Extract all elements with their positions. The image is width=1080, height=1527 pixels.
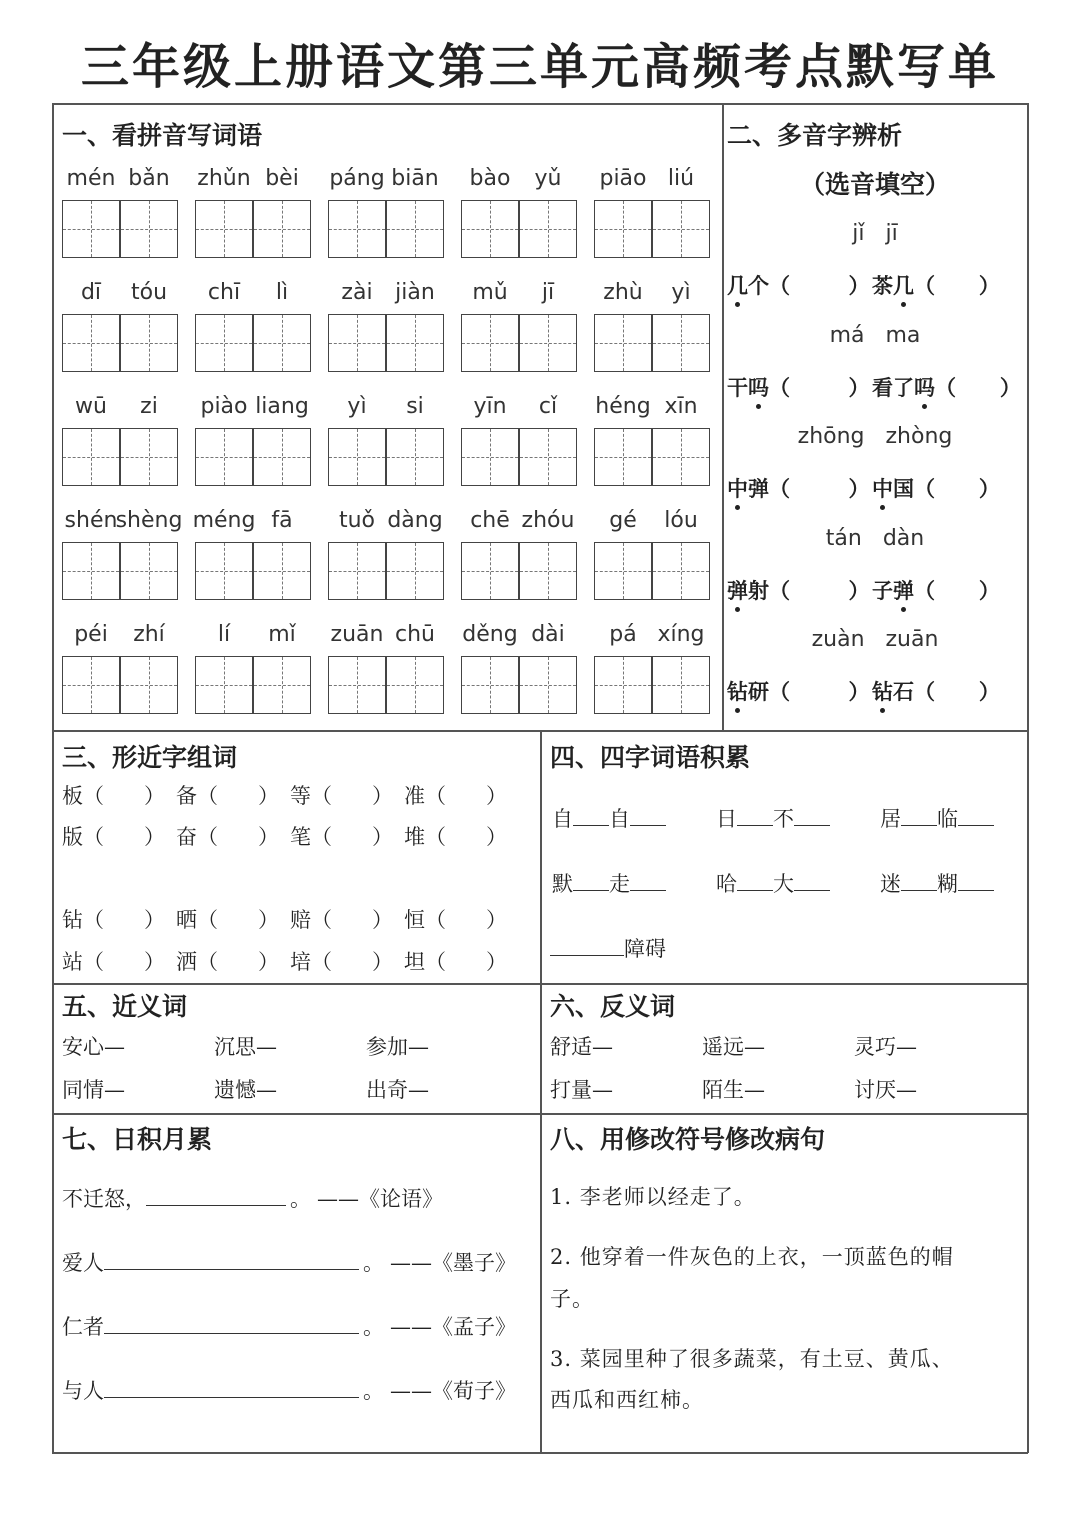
pinyin-syllable: dài	[531, 622, 565, 647]
emphasis-dot	[901, 607, 906, 612]
section-3-heading: 三、形近字组词	[62, 743, 238, 772]
pinyin-syllable: tóu	[130, 280, 168, 305]
answer-blank[interactable]: （ ）	[311, 825, 394, 849]
writing-cell[interactable]	[594, 200, 652, 258]
idiom-item[interactable]	[716, 803, 830, 833]
pinyin-syllable: bèi	[265, 166, 299, 191]
section-4-heading: 四、四字词语积累	[550, 743, 751, 772]
writing-cell[interactable]	[519, 314, 577, 372]
writing-cell[interactable]	[253, 428, 311, 486]
pinyin-syllable: si	[406, 394, 424, 419]
word-group-item[interactable]	[404, 780, 507, 810]
writing-cell[interactable]	[461, 542, 519, 600]
pinyin-syllable: zhóu	[521, 508, 575, 533]
answer-blank[interactable]: （ ）	[914, 577, 1000, 603]
answer-blank[interactable]	[630, 872, 666, 891]
writing-cell[interactable]	[594, 656, 652, 714]
pinyin-options: má ma	[829, 322, 921, 348]
pinyin-syllable: dàng	[387, 508, 443, 533]
answer-blank[interactable]: （ ）	[914, 476, 1000, 501]
emphasis-dot	[735, 302, 740, 307]
answer-blank[interactable]	[958, 807, 994, 826]
writing-cell[interactable]	[328, 656, 386, 714]
writing-cell[interactable]	[461, 428, 519, 486]
polyphone-word: 干吗	[727, 374, 769, 400]
answer-blank[interactable]	[794, 807, 830, 826]
divider	[52, 103, 54, 1453]
char: 等	[290, 784, 311, 808]
char: 站	[62, 950, 83, 974]
answer-blank[interactable]: （ ）	[769, 577, 870, 603]
char: 大	[773, 872, 794, 896]
answer-blank[interactable]: （ ）	[83, 825, 166, 849]
polyphone-word: 看了吗	[872, 374, 935, 400]
pinyin-syllable: fā	[271, 508, 293, 533]
word-group-item[interactable]	[62, 904, 165, 934]
word-pair-item[interactable]: 遥远—	[702, 1035, 765, 1059]
pinyin-syllable: zhí	[133, 622, 165, 647]
polyphone-word: 中弹	[727, 476, 769, 501]
writing-cell[interactable]	[253, 200, 311, 258]
writing-cell[interactable]	[62, 656, 120, 714]
quote-prefix: 与人	[62, 1379, 104, 1403]
pinyin-syllable: zuān	[330, 622, 384, 647]
writing-cell[interactable]	[62, 542, 120, 600]
writing-cell[interactable]	[120, 200, 178, 258]
emphasis-dot	[735, 505, 740, 510]
char: 培	[290, 950, 311, 974]
idiom-item[interactable]	[880, 868, 994, 898]
emphasis-dot	[922, 404, 927, 409]
section-2-heading: 二、多音字辨析	[727, 121, 903, 150]
idiom-item[interactable]	[552, 803, 666, 833]
divider	[52, 103, 1028, 105]
polyphone-word: 茶几	[872, 273, 914, 298]
word-group-item[interactable]	[290, 821, 393, 851]
polyphone-item	[727, 270, 870, 300]
char: 默	[552, 872, 573, 896]
writing-cell[interactable]	[461, 314, 519, 372]
answer-blank[interactable]: （ ）	[425, 825, 508, 849]
pinyin-syllable: jiàn	[395, 280, 435, 305]
char: 版	[62, 825, 83, 849]
polyphone-word-wrap	[872, 270, 914, 300]
writing-cell[interactable]	[120, 314, 178, 372]
answer-blank[interactable]: （ ）	[83, 908, 166, 932]
answer-blank[interactable]	[573, 872, 609, 891]
quote-line	[62, 1183, 443, 1213]
polyphone-item	[872, 270, 1000, 300]
section-8-heading: 八、用修改符号修改病句	[550, 1125, 826, 1154]
word-group-item[interactable]	[176, 821, 279, 851]
writing-cell[interactable]	[594, 428, 652, 486]
answer-blank[interactable]	[550, 937, 624, 956]
char: 钻	[62, 908, 83, 932]
writing-cell[interactable]	[328, 314, 386, 372]
pinyin-syllable: zhù	[603, 280, 643, 305]
emphasis-dot	[735, 607, 740, 612]
char: 走	[609, 872, 630, 896]
period: 。	[363, 1251, 384, 1275]
answer-blank[interactable]: （ ）	[197, 825, 280, 849]
char: 糊	[937, 872, 958, 896]
writing-cell[interactable]	[652, 656, 710, 714]
writing-cell[interactable]	[195, 656, 253, 714]
emphasis-dot	[880, 708, 885, 713]
answer-blank[interactable]: （ ）	[197, 950, 280, 974]
writing-cell[interactable]	[461, 656, 519, 714]
writing-cell[interactable]	[120, 542, 178, 600]
word-group-item[interactable]	[290, 904, 393, 934]
polyphone-word: 中国	[872, 476, 914, 501]
char: 晒	[176, 908, 197, 932]
writing-cell[interactable]	[195, 428, 253, 486]
pinyin-syllable: mǐ	[268, 622, 296, 647]
writing-cell[interactable]	[519, 542, 577, 600]
pinyin-syllable: wū	[75, 394, 107, 419]
writing-cell[interactable]	[386, 428, 444, 486]
pinyin-syllable: cǐ	[538, 394, 558, 419]
answer-blank[interactable]	[737, 872, 773, 891]
word-pair-item[interactable]: 同情—	[62, 1078, 125, 1102]
divider	[52, 1113, 1028, 1115]
answer-blank[interactable]	[104, 1315, 359, 1334]
polyphone-item	[727, 575, 870, 605]
pinyin-options: tán dàn	[825, 525, 925, 551]
word-pair-item[interactable]: 灵巧—	[854, 1035, 917, 1059]
answer-blank[interactable]	[901, 807, 937, 826]
word-group-item[interactable]	[176, 904, 279, 934]
idiom-item[interactable]	[880, 803, 994, 833]
pinyin-syllable: yì	[347, 394, 367, 419]
char: 居	[880, 807, 901, 831]
pinyin-syllable: péi	[74, 622, 108, 647]
writing-cell[interactable]	[328, 200, 386, 258]
polyphone-word-wrap	[727, 676, 769, 706]
pinyin-syllable: pá	[609, 622, 637, 647]
writing-cell[interactable]	[461, 200, 519, 258]
writing-cell[interactable]	[594, 314, 652, 372]
word-pair-item[interactable]: 沉思—	[214, 1035, 277, 1059]
polyphone-word: 钻研	[727, 679, 769, 704]
polyphone-word: 子弹	[872, 577, 914, 603]
writing-cell[interactable]	[253, 314, 311, 372]
pinyin-syllable: piào	[200, 394, 248, 419]
sentence-line: 2. 他穿着一件灰色的上衣，一顶蓝色的帽	[550, 1245, 954, 1269]
writing-cell[interactable]	[120, 428, 178, 486]
answer-blank[interactable]: （ ）	[914, 679, 1000, 704]
char: 迷	[880, 872, 901, 896]
answer-blank[interactable]: （ ）	[197, 908, 280, 932]
divider	[52, 983, 1028, 985]
word-group-item[interactable]	[404, 904, 507, 934]
section-5-heading: 五、近义词	[62, 992, 188, 1021]
answer-blank[interactable]	[573, 807, 609, 826]
pinyin-syllable: zi	[140, 394, 158, 419]
writing-cell[interactable]	[62, 200, 120, 258]
answer-blank[interactable]	[901, 872, 937, 891]
word-group-item[interactable]	[404, 821, 507, 851]
answer-blank[interactable]: （ ）	[769, 273, 870, 298]
pinyin-syllable: shèng	[115, 508, 183, 533]
polyphone-item	[872, 575, 1000, 605]
writing-cell[interactable]	[253, 542, 311, 600]
answer-blank[interactable]: （ ）	[769, 476, 870, 501]
quote-line	[62, 1311, 516, 1341]
char: 哈	[716, 872, 737, 896]
pinyin-syllable: bào	[469, 166, 511, 191]
pinyin-syllable: gé	[609, 508, 637, 533]
period: 。	[363, 1379, 384, 1403]
pinyin-syllable: jī	[541, 280, 555, 305]
polyphone-word-wrap	[727, 575, 769, 605]
answer-blank[interactable]: （ ）	[197, 784, 280, 808]
pinyin-syllable: xīn	[664, 394, 698, 419]
pinyin-options: zuàn zuān	[811, 627, 939, 652]
pinyin-syllable: héng	[595, 394, 651, 419]
word-pair-item[interactable]: 陌生—	[702, 1078, 765, 1102]
writing-cell[interactable]	[195, 200, 253, 258]
polyphone-word-wrap	[872, 372, 935, 402]
pinyin-syllable: dī	[80, 280, 102, 305]
pinyin-syllable: lí	[217, 622, 231, 647]
word-pair-item[interactable]: 遗憾—	[214, 1078, 277, 1102]
polyphone-word: 几个	[727, 273, 769, 298]
pinyin-syllable: lì	[275, 280, 289, 305]
polyphone-word-wrap	[872, 575, 914, 605]
writing-cell[interactable]	[386, 314, 444, 372]
char: 洒	[176, 950, 197, 974]
answer-blank[interactable]	[104, 1379, 359, 1398]
emphasis-dot	[901, 302, 906, 307]
idiom-item[interactable]	[550, 933, 666, 963]
pinyin-syllable: yīn	[473, 394, 507, 419]
pinyin-syllable: yì	[671, 280, 691, 305]
writing-cell[interactable]	[386, 200, 444, 258]
word-pair-item[interactable]: 参加—	[366, 1035, 429, 1059]
char: 赔	[290, 908, 311, 932]
answer-blank[interactable]	[104, 1251, 359, 1270]
answer-blank[interactable]: （ ）	[914, 273, 1000, 298]
pinyin-syllable: yǔ	[534, 166, 562, 191]
idiom-item[interactable]	[552, 868, 666, 898]
polyphone-item	[872, 676, 1000, 706]
answer-blank[interactable]: （ ）	[769, 679, 870, 704]
pinyin-syllable: liú	[667, 166, 695, 191]
writing-cell[interactable]	[195, 542, 253, 600]
emphasis-dot	[880, 505, 885, 510]
idiom-item[interactable]	[716, 868, 830, 898]
word-group-item[interactable]	[176, 780, 279, 810]
char: 自	[552, 807, 573, 831]
pinyin-options: zhōng zhòng	[797, 424, 953, 449]
writing-cell[interactable]	[62, 428, 120, 486]
word-group-item[interactable]	[290, 780, 393, 810]
answer-blank[interactable]	[958, 872, 994, 891]
word-group-item[interactable]	[176, 946, 279, 976]
sentence-line: 3. 菜园里种了很多蔬菜，有土豆、黄瓜、	[550, 1347, 954, 1371]
pinyin-syllable: zài	[341, 280, 373, 305]
period: 。	[363, 1315, 384, 1339]
section-1-heading: 一、看拼音写词语	[62, 121, 263, 150]
pinyin-syllable: tuǒ	[338, 508, 376, 533]
section-6-heading: 六、反义词	[550, 992, 676, 1021]
writing-cell[interactable]	[652, 542, 710, 600]
writing-cell[interactable]	[120, 656, 178, 714]
quote-prefix: 爱人	[62, 1251, 104, 1275]
pinyin-syllable: děng	[462, 622, 518, 647]
answer-blank[interactable]: （ ）	[311, 908, 394, 932]
polyphone-word: 弹射	[727, 577, 769, 603]
pinyin-syllable: páng	[329, 166, 385, 191]
answer-blank[interactable]: （ ）	[425, 784, 508, 808]
writing-cell[interactable]	[594, 542, 652, 600]
pinyin-syllable: shén	[64, 508, 118, 533]
polyphone-word-wrap	[872, 676, 914, 706]
emphasis-dot	[735, 708, 740, 713]
section-2-subheading: （选音填空）	[799, 170, 950, 199]
polyphone-item	[872, 372, 1021, 402]
polyphone-item	[872, 473, 1000, 503]
polyphone-word-wrap	[872, 473, 914, 503]
pinyin-syllable: lóu	[664, 508, 698, 533]
char: 准	[404, 784, 425, 808]
answer-blank[interactable]: （ ）	[425, 950, 508, 974]
polyphone-item	[727, 676, 870, 706]
word-group-item[interactable]	[404, 946, 507, 976]
answer-blank[interactable]: （ ）	[935, 374, 1021, 400]
polyphone-word-wrap	[727, 270, 769, 300]
divider	[540, 730, 542, 1453]
pinyin-syllable: chī	[207, 280, 241, 305]
char: 备	[176, 784, 197, 808]
quote-prefix: 不迁怒，	[62, 1187, 146, 1211]
writing-cell[interactable]	[386, 656, 444, 714]
word-group-item[interactable]	[62, 946, 165, 976]
char: 自	[609, 807, 630, 831]
answer-blank[interactable]: （ ）	[311, 784, 394, 808]
pinyin-syllable: méng	[192, 508, 256, 533]
char: 不	[773, 807, 794, 831]
section-7-heading: 七、日积月累	[62, 1125, 213, 1154]
writing-cell[interactable]	[519, 428, 577, 486]
writing-cell[interactable]	[652, 200, 710, 258]
quote-source: ——《孟子》	[390, 1315, 516, 1339]
divider	[1027, 103, 1029, 1453]
answer-blank[interactable]: （ ）	[425, 908, 508, 932]
pinyin-syllable: bǎn	[128, 166, 170, 191]
emphasis-dot	[756, 404, 761, 409]
word-pair-item[interactable]: 打量—	[550, 1078, 613, 1102]
quote-source: ——《荀子》	[390, 1379, 516, 1403]
answer-blank[interactable]	[737, 807, 773, 826]
pinyin-syllable: mǔ	[472, 280, 508, 305]
polyphone-word: 钻石	[872, 679, 914, 704]
answer-blank[interactable]: （ ）	[311, 950, 394, 974]
writing-cell[interactable]	[519, 200, 577, 258]
char: 恒	[404, 908, 425, 932]
quote-prefix: 仁者	[62, 1315, 104, 1339]
char: 坦	[404, 950, 425, 974]
sentence-line: 子。	[550, 1287, 594, 1311]
answer-blank[interactable]: （ ）	[83, 784, 166, 808]
word-pair-item[interactable]: 出奇—	[366, 1078, 429, 1102]
writing-cell[interactable]	[652, 428, 710, 486]
word-pair-item[interactable]: 舒适—	[550, 1035, 613, 1059]
pinyin-syllable: biān	[391, 166, 439, 191]
sentence-line: 1. 李老师以经走了。	[550, 1185, 756, 1209]
pinyin-syllable: zhǔn	[197, 166, 251, 191]
word-group-item[interactable]	[290, 946, 393, 976]
char: 堆	[404, 825, 425, 849]
char: 板	[62, 784, 83, 808]
polyphone-word-wrap	[727, 473, 769, 503]
pinyin-syllable: mén	[66, 166, 116, 191]
char: 临	[937, 807, 958, 831]
writing-cell[interactable]	[386, 542, 444, 600]
answer-blank[interactable]: （ ）	[83, 950, 166, 974]
pinyin-syllable: xíng	[657, 622, 705, 647]
pinyin-syllable: liang	[255, 394, 309, 419]
writing-cell[interactable]	[195, 314, 253, 372]
pinyin-options: jǐ jī	[852, 221, 898, 246]
polyphone-word-wrap	[727, 372, 769, 402]
polyphone-item	[727, 372, 870, 402]
char: 奋	[176, 825, 197, 849]
quote-source: ——《墨子》	[390, 1251, 516, 1275]
char: 笔	[290, 825, 311, 849]
pinyin-syllable: chū	[395, 622, 435, 647]
answer-blank[interactable]: （ ）	[769, 374, 870, 400]
word-pair-item[interactable]: 安心—	[62, 1035, 125, 1059]
writing-cell[interactable]	[652, 314, 710, 372]
writing-cell[interactable]	[253, 656, 311, 714]
char: 日	[716, 807, 737, 831]
answer-blank[interactable]	[630, 807, 666, 826]
page-title: 三年级上册语文第三单元高频考点默写单	[80, 39, 999, 95]
word-pair-item[interactable]: 讨厌—	[854, 1078, 917, 1102]
pinyin-syllable: piāo	[599, 166, 647, 191]
word-group-item[interactable]	[62, 821, 165, 851]
quote-source: ——《论语》	[317, 1187, 443, 1211]
writing-cell[interactable]	[328, 428, 386, 486]
pinyin-syllable: chē	[470, 508, 510, 533]
writing-cell[interactable]	[328, 542, 386, 600]
polyphone-item	[727, 473, 870, 503]
idiom-suffix: 障碍	[624, 937, 666, 961]
writing-cell[interactable]	[62, 314, 120, 372]
sentence-line: 西瓜和西红柿。	[550, 1388, 704, 1412]
word-group-item[interactable]	[62, 780, 165, 810]
answer-blank[interactable]	[794, 872, 830, 891]
quote-line	[62, 1247, 516, 1277]
quote-line	[62, 1375, 516, 1405]
answer-blank[interactable]	[146, 1187, 286, 1206]
period: 。	[290, 1187, 311, 1211]
writing-cell[interactable]	[519, 656, 577, 714]
